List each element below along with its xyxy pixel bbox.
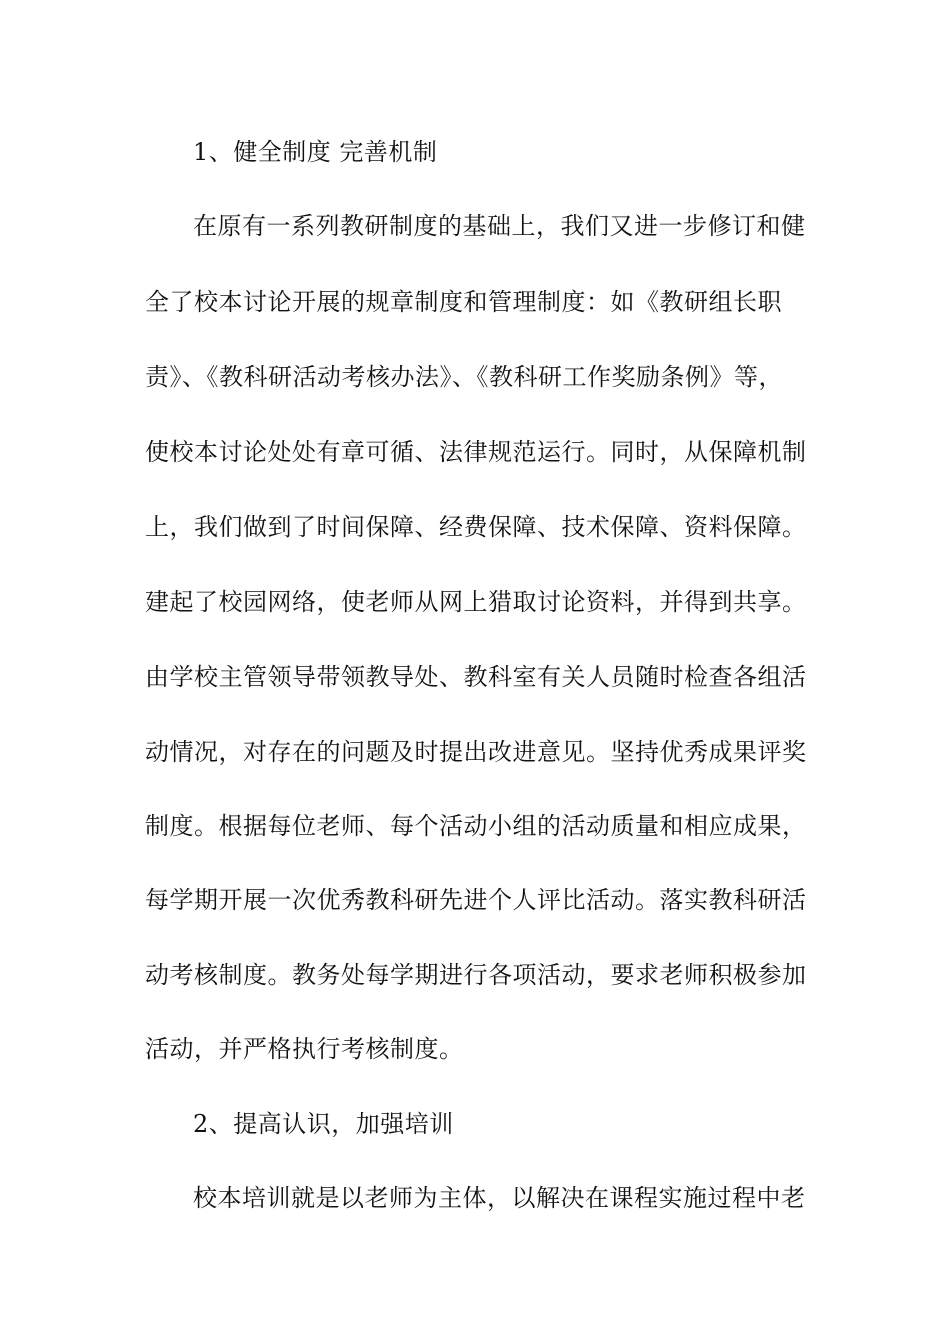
paragraph-line: 使校本讨论处处有章可循、法律规范运行。同时，从保障机制 [145, 438, 807, 466]
section-heading-2: 2、提高认识，加强培训 [193, 1110, 454, 1138]
paragraph-line: 制度。根据每位老师、每个活动小组的活动质量和相应成果， [145, 812, 807, 840]
paragraph-line: 由学校主管领导带领教导处、教科室有关人员随时检查各组活 [145, 663, 807, 691]
paragraph-line: 建起了校园网络，使老师从网上猎取讨论资料，并得到共享。 [145, 588, 807, 616]
paragraph-line: 动情况，对存在的问题及时提出改进意见。坚持优秀成果评奖 [145, 738, 807, 766]
paragraph-line: 每学期开展一次优秀教科研先进个人评比活动。落实教科研活 [145, 886, 807, 914]
paragraph-line: 活动，并严格执行考核制度。 [145, 1035, 464, 1063]
paragraph-line: 全了校本讨论开展的规章制度和管理制度：如《教研组长职 [145, 288, 782, 316]
paragraph-line: 校本培训就是以老师为主体，以解决在课程实施过程中老 [193, 1184, 806, 1212]
paragraph-line: 在原有一系列教研制度的基础上，我们又进一步修订和健 [193, 212, 806, 240]
paragraph-line: 责》、《教科研活动考核办法》、《教科研工作奖励条例》等， [145, 363, 783, 391]
paragraph-line: 动考核制度。教务处每学期进行各项活动，要求老师积极参加 [145, 961, 807, 989]
paragraph-line: 上，我们做到了时间保障、经费保障、技术保障、资料保障。 [145, 513, 807, 541]
section-heading-1: 1、健全制度 完善机制 [193, 138, 438, 166]
